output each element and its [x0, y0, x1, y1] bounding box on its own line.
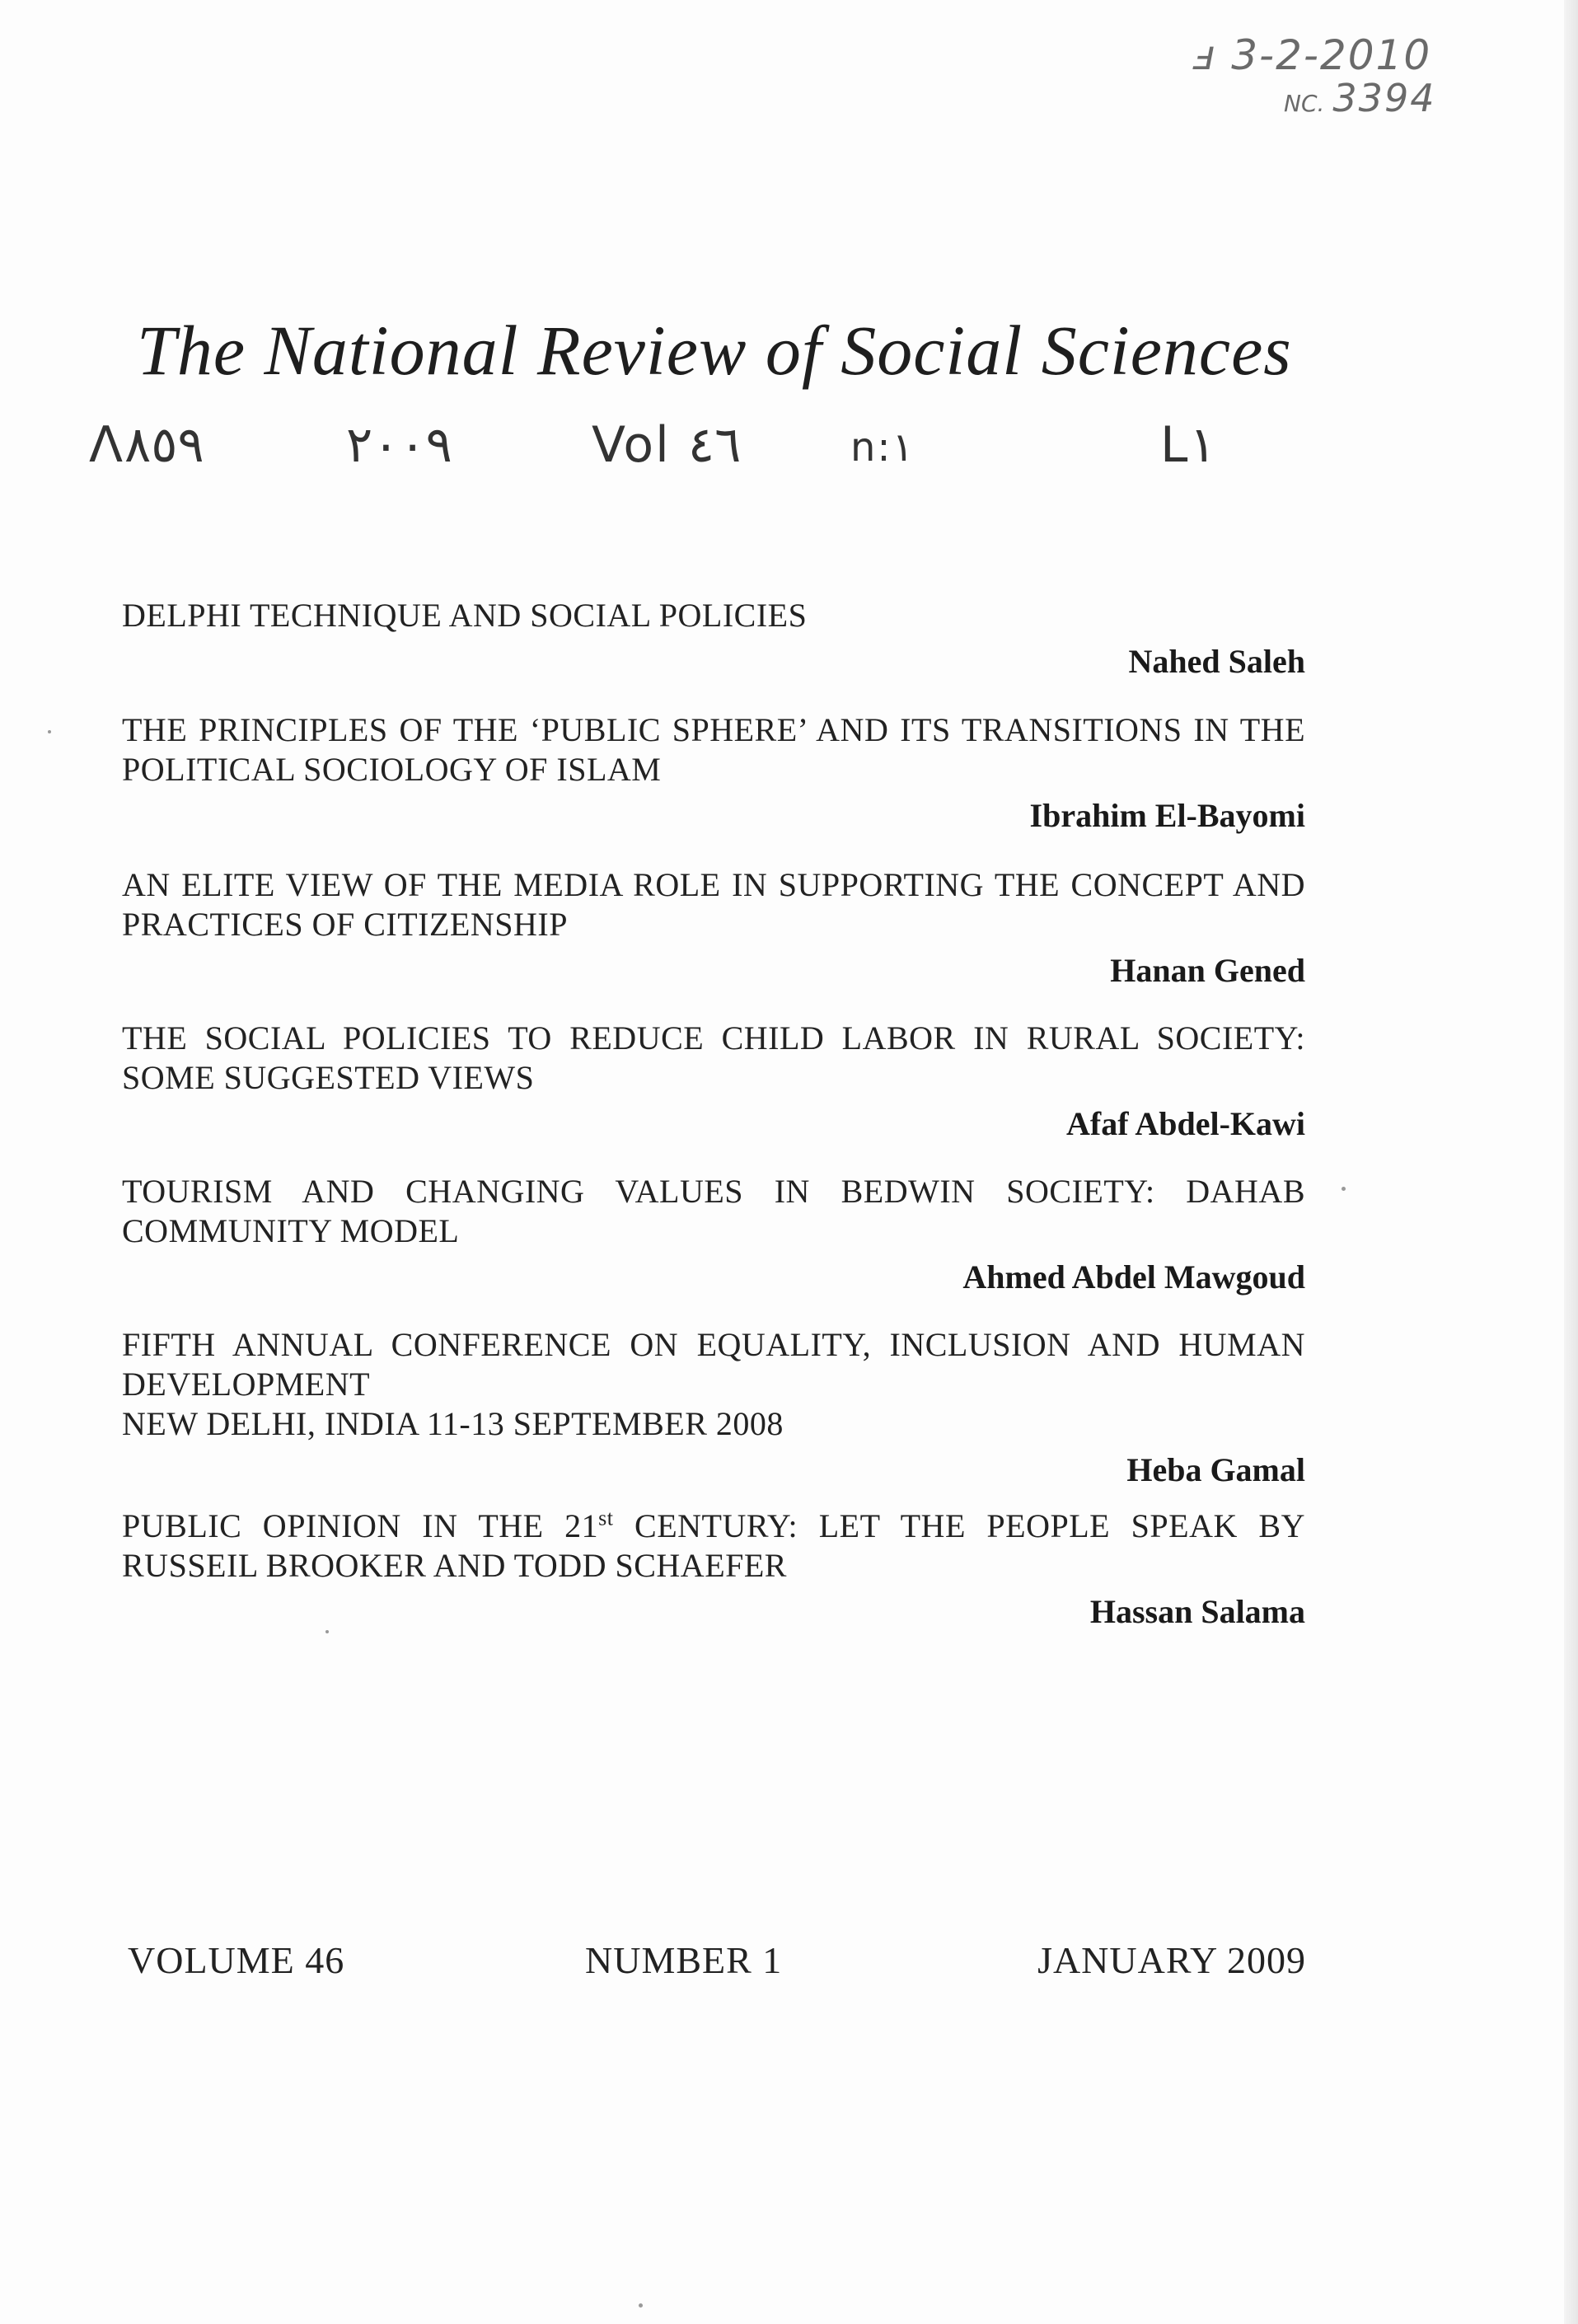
article-title: AN ELITE VIEW OF THE MEDIA ROLE IN SUPPORTING THE CONCEPT AND PRACTICES OF CITIZENSHIP [122, 866, 1305, 943]
journal-title-text: The National Review of Social Sciences [137, 311, 1292, 390]
article-title [122, 1506, 1305, 1586]
article-title: TOURISM AND CHANGING VALUES IN BEDWIN SOCIETY: DAHAB COMMUNITY MODEL [122, 1173, 1305, 1249]
handwritten-volume: Vol ٤٦ [592, 416, 742, 474]
article-author: Heba Gamal [1126, 1451, 1305, 1488]
article-title: DELPHI TECHNIQUE AND SOCIAL POLICIES [122, 597, 808, 634]
toc-entry [122, 865, 1305, 990]
handwritten-code: ᐱ٨٥٩ [89, 416, 204, 474]
article-author: Nahed Saleh [1128, 643, 1305, 680]
handwritten-year: ٢٠٠٩ [346, 416, 452, 474]
issue-number-label: NUMBER 1 [585, 1939, 783, 1981]
issue-footer [128, 1938, 1306, 1988]
article-author: Afaf Abdel-Kawi [1066, 1105, 1305, 1142]
article-author: Ibrahim El-Bayomi [1029, 797, 1305, 834]
article-author: Hassan Salama [1089, 1593, 1305, 1630]
article-title: THE SOCIAL POLICIES TO REDUCE CHILD LABOR IN RURAL SOCIETY: SOME SUGGESTED VIEWS [122, 1019, 1305, 1096]
article-title: FIFTH ANNUAL CONFERENCE ON EQUALITY, INCLUSION AND HUMAN DEVELOPMENT [122, 1326, 1305, 1403]
toc-entry [122, 1325, 1305, 1489]
scan-speck [325, 1630, 329, 1633]
issue-date-label: JANUARY 2009 [1037, 1939, 1306, 1981]
scan-speck [1342, 1187, 1346, 1191]
scan-speck [48, 730, 51, 733]
article-author: Hanan Gened [1110, 952, 1305, 989]
article-title-part2: CENTURY: LET THE PEOPLE SPEAK BY RUSSEIL BROOKER AND TODD SCHAEFER [122, 1507, 1305, 1584]
handwritten-nc-number [1284, 76, 1435, 120]
volume-label: VOLUME 46 [128, 1939, 345, 1981]
article-title-part1: PUBLIC OPINION IN THE 21 [122, 1507, 599, 1544]
toc-entry [122, 596, 1305, 681]
handwritten-nc-value: 3394 [1332, 76, 1436, 120]
handwritten-mark: L١ [1160, 416, 1216, 474]
handwritten-number: n:١ [850, 424, 914, 471]
ordinal-superscript: st [598, 1506, 614, 1530]
toc-entry [122, 710, 1305, 835]
page-edge [1564, 0, 1578, 2324]
handwritten-nc-prefix: NC. [1284, 90, 1325, 117]
handwritten-date: ⅎ 3-2-2010 [1193, 31, 1432, 79]
article-subtitle: NEW DELHI, INDIA 11-13 SEPTEMBER 2008 [122, 1405, 784, 1442]
toc-entry [122, 1506, 1305, 1631]
handwritten-catalog-row [0, 416, 1578, 490]
scan-speck [639, 2303, 643, 2308]
article-title: THE PRINCIPLES OF THE ‘PUBLIC SPHERE’ AND ITS TRANSITIONS IN THE POLITICAL SOCIOLOGY OF ISLAM [122, 711, 1305, 788]
toc-entry [122, 1172, 1305, 1296]
article-author: Ahmed Abdel Mawgoud [962, 1258, 1305, 1296]
toc-entry [122, 1019, 1305, 1143]
